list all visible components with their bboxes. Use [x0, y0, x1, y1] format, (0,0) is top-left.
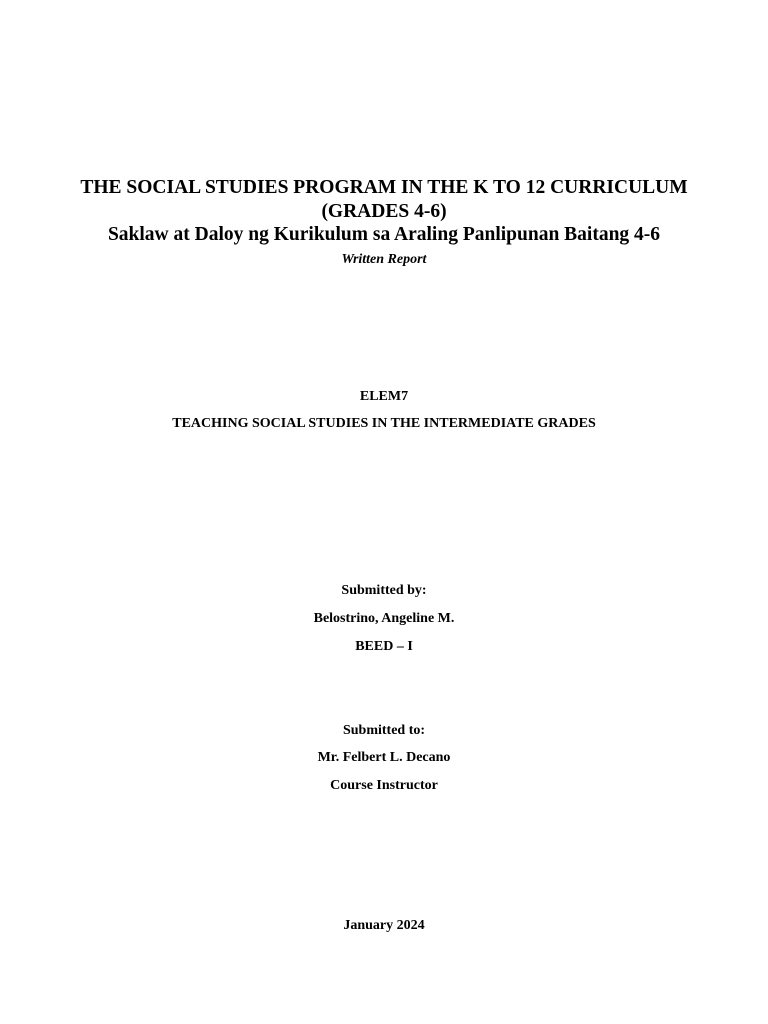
instructor-name: Mr. Felbert L. Decano — [317, 750, 451, 765]
submitted-by-label: Submitted by: — [341, 583, 427, 598]
report-type: Written Report — [341, 252, 427, 267]
student-program: BEED – I — [355, 639, 413, 654]
submission-date: January 2024 — [343, 918, 425, 933]
course-name: TEACHING SOCIAL STUDIES IN THE INTERMEDIATE GRADES — [172, 416, 596, 431]
submitted-to-label: Submitted to: — [342, 723, 426, 738]
student-name: Belostrino, Angeline M. — [313, 611, 455, 626]
document-subtitle: Saklaw at Daloy ng Kurikulum sa Araling Panlipunan Baitang 4-6 — [107, 224, 661, 245]
course-code: ELEM7 — [359, 389, 409, 404]
instructor-role: Course Instructor — [330, 778, 438, 793]
document-title-grades: (GRADES 4-6) — [321, 201, 447, 222]
document-title: THE SOCIAL STUDIES PROGRAM IN THE K TO 12 CURRICULUM — [80, 177, 688, 198]
